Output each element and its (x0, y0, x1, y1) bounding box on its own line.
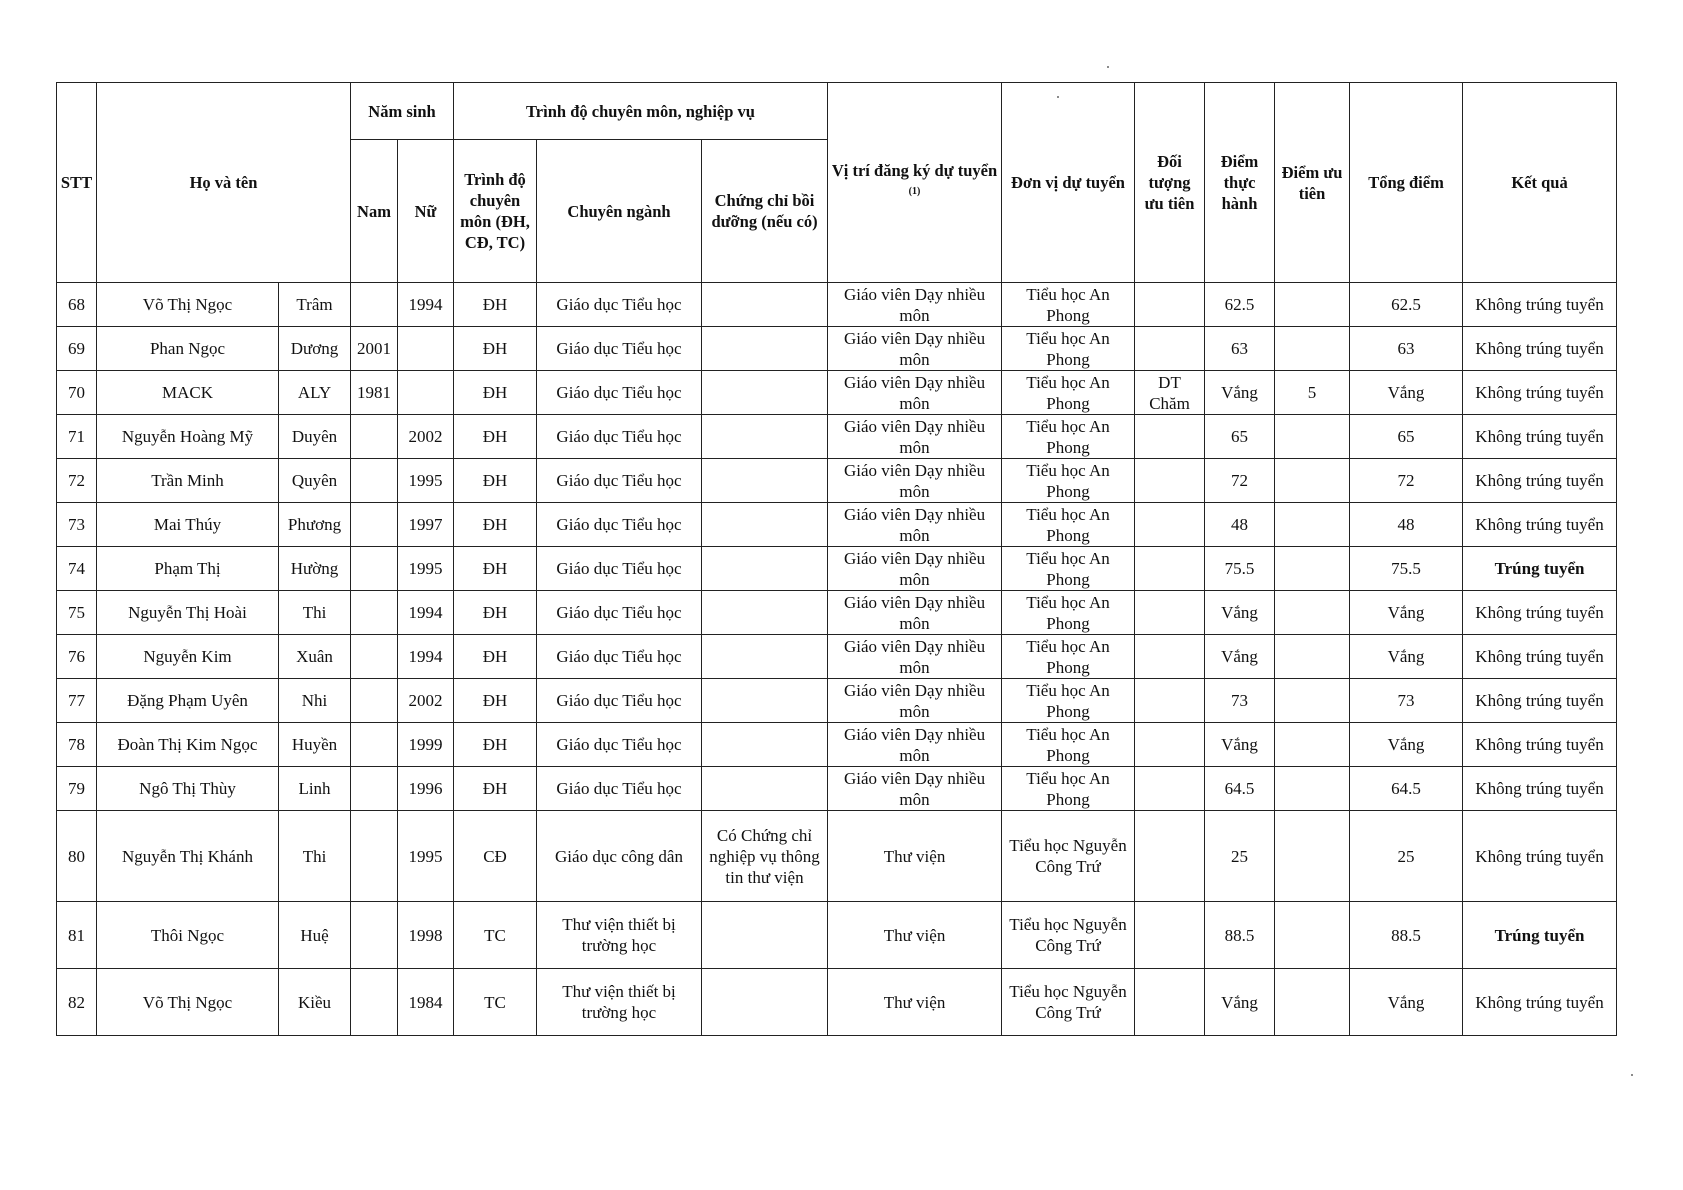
header-row-top (57, 83, 1617, 140)
cell-nam-sinh-nu: 1994 (398, 591, 454, 635)
cell-vi-tri: Giáo viên Dạy nhiều môn (828, 283, 1002, 327)
cell-diem-uu-tien (1275, 723, 1350, 767)
cell-ten: Trâm (279, 283, 351, 327)
cell-chung-chi: Có Chứng chỉ nghiệp vụ thông tin thư viện (702, 811, 828, 902)
cell-stt: 75 (57, 591, 97, 635)
cell-ten: Quyên (279, 459, 351, 503)
cell-tong-diem: 62.5 (1350, 283, 1463, 327)
cell-vi-tri: Giáo viên Dạy nhiều môn (828, 679, 1002, 723)
cell-chung-chi (702, 723, 828, 767)
cell-don-vi: Tiểu học Nguyễn Công Trứ (1002, 969, 1135, 1036)
cell-stt: 74 (57, 547, 97, 591)
cell-tong-diem: 88.5 (1350, 902, 1463, 969)
cell-don-vi: Tiểu học An Phong (1002, 635, 1135, 679)
cell-doi-tuong (1135, 415, 1205, 459)
cell-trinh-do: ĐH (454, 327, 537, 371)
cell-ho-dem: Thôi Ngọc (97, 902, 279, 969)
header-doi-tuong: Đối tượng ưu tiên (1135, 83, 1205, 283)
cell-tong-diem: Vắng (1350, 723, 1463, 767)
cell-stt: 76 (57, 635, 97, 679)
cell-diem-uu-tien (1275, 503, 1350, 547)
table-row (57, 371, 1617, 415)
cell-trinh-do: ĐH (454, 503, 537, 547)
cell-trinh-do: ĐH (454, 547, 537, 591)
header-chuyen-nganh: Chuyên ngành (537, 140, 702, 283)
cell-ten: Linh (279, 767, 351, 811)
cell-diem-uu-tien (1275, 591, 1350, 635)
cell-don-vi: Tiểu học An Phong (1002, 371, 1135, 415)
cell-trinh-do: ĐH (454, 679, 537, 723)
cell-diem-thuc-hanh: Vắng (1205, 723, 1275, 767)
cell-nam-sinh-nam (351, 503, 398, 547)
cell-nam-sinh-nu: 1995 (398, 459, 454, 503)
cell-diem-uu-tien (1275, 679, 1350, 723)
cell-ho-dem: Phạm Thị (97, 547, 279, 591)
cell-chuyen-nganh: Giáo dục Tiểu học (537, 547, 702, 591)
cell-nam-sinh-nu (398, 371, 454, 415)
header-nam: Nam (351, 140, 398, 283)
cell-tong-diem: 63 (1350, 327, 1463, 371)
cell-nam-sinh-nu: 2002 (398, 415, 454, 459)
cell-ket-qua: Không trúng tuyển (1463, 679, 1617, 723)
cell-ten: Huyền (279, 723, 351, 767)
cell-chung-chi (702, 415, 828, 459)
cell-trinh-do: TC (454, 969, 537, 1036)
scan-speck (1631, 1074, 1633, 1076)
cell-doi-tuong (1135, 635, 1205, 679)
cell-diem-uu-tien (1275, 327, 1350, 371)
cell-trinh-do: ĐH (454, 767, 537, 811)
cell-don-vi: Tiểu học An Phong (1002, 723, 1135, 767)
cell-chung-chi (702, 547, 828, 591)
cell-nam-sinh-nu: 1995 (398, 811, 454, 902)
table-row (57, 591, 1617, 635)
cell-don-vi: Tiểu học An Phong (1002, 679, 1135, 723)
cell-doi-tuong (1135, 283, 1205, 327)
cell-ket-qua: Không trúng tuyển (1463, 503, 1617, 547)
cell-diem-uu-tien (1275, 811, 1350, 902)
cell-ho-dem: Đoàn Thị Kim Ngọc (97, 723, 279, 767)
cell-tong-diem: 48 (1350, 503, 1463, 547)
table-row (57, 723, 1617, 767)
cell-ten: Duyên (279, 415, 351, 459)
cell-doi-tuong (1135, 902, 1205, 969)
cell-nam-sinh-nu: 2002 (398, 679, 454, 723)
cell-nam-sinh-nu: 1984 (398, 969, 454, 1036)
cell-ten: Kiều (279, 969, 351, 1036)
cell-doi-tuong (1135, 767, 1205, 811)
cell-diem-thuc-hanh: Vắng (1205, 371, 1275, 415)
cell-ten: Xuân (279, 635, 351, 679)
header-vi-tri (828, 83, 1002, 283)
cell-nam-sinh-nam (351, 723, 398, 767)
table-row (57, 503, 1617, 547)
cell-diem-uu-tien (1275, 902, 1350, 969)
cell-don-vi: Tiểu học An Phong (1002, 327, 1135, 371)
cell-stt: 78 (57, 723, 97, 767)
cell-vi-tri: Giáo viên Dạy nhiều môn (828, 591, 1002, 635)
cell-vi-tri: Thư viện (828, 811, 1002, 902)
cell-doi-tuong (1135, 327, 1205, 371)
cell-chuyen-nganh: Giáo dục Tiểu học (537, 371, 702, 415)
cell-nam-sinh-nam (351, 635, 398, 679)
cell-vi-tri: Giáo viên Dạy nhiều môn (828, 415, 1002, 459)
cell-doi-tuong (1135, 459, 1205, 503)
cell-stt: 73 (57, 503, 97, 547)
cell-doi-tuong (1135, 723, 1205, 767)
cell-chuyen-nganh: Giáo dục Tiểu học (537, 635, 702, 679)
cell-don-vi: Tiểu học An Phong (1002, 283, 1135, 327)
scan-speck (1057, 96, 1059, 98)
cell-diem-thuc-hanh: 88.5 (1205, 902, 1275, 969)
cell-don-vi: Tiểu học An Phong (1002, 591, 1135, 635)
cell-ten: Nhi (279, 679, 351, 723)
cell-diem-uu-tien (1275, 635, 1350, 679)
cell-don-vi: Tiểu học An Phong (1002, 503, 1135, 547)
cell-chung-chi (702, 902, 828, 969)
cell-chuyen-nganh: Giáo dục Tiểu học (537, 723, 702, 767)
cell-chung-chi (702, 679, 828, 723)
cell-nam-sinh-nam (351, 415, 398, 459)
cell-chuyen-nganh: Giáo dục Tiểu học (537, 459, 702, 503)
cell-tong-diem: 64.5 (1350, 767, 1463, 811)
results-table (56, 82, 1617, 1036)
cell-diem-thuc-hanh: 62.5 (1205, 283, 1275, 327)
cell-ten: Dương (279, 327, 351, 371)
header-nu: Nữ (398, 140, 454, 283)
cell-nam-sinh-nam (351, 767, 398, 811)
cell-ket-qua: Không trúng tuyển (1463, 635, 1617, 679)
cell-doi-tuong (1135, 969, 1205, 1036)
cell-ho-dem: Phan Ngọc (97, 327, 279, 371)
cell-nam-sinh-nam (351, 969, 398, 1036)
cell-nam-sinh-nu: 1999 (398, 723, 454, 767)
table-row (57, 547, 1617, 591)
cell-diem-thuc-hanh: 63 (1205, 327, 1275, 371)
cell-nam-sinh-nam (351, 679, 398, 723)
cell-doi-tuong (1135, 547, 1205, 591)
cell-diem-thuc-hanh: 25 (1205, 811, 1275, 902)
cell-nam-sinh-nu (398, 327, 454, 371)
cell-tong-diem: Vắng (1350, 969, 1463, 1036)
cell-diem-uu-tien (1275, 547, 1350, 591)
cell-ten: Thi (279, 591, 351, 635)
cell-stt: 77 (57, 679, 97, 723)
cell-chuyen-nganh: Giáo dục công dân (537, 811, 702, 902)
cell-chung-chi (702, 327, 828, 371)
header-ket-qua: Kết quả (1463, 83, 1617, 283)
cell-trinh-do: TC (454, 902, 537, 969)
cell-don-vi: Tiểu học An Phong (1002, 459, 1135, 503)
table-row (57, 459, 1617, 503)
table-row (57, 415, 1617, 459)
cell-trinh-do: ĐH (454, 635, 537, 679)
cell-tong-diem: 72 (1350, 459, 1463, 503)
cell-chung-chi (702, 459, 828, 503)
cell-vi-tri: Giáo viên Dạy nhiều môn (828, 723, 1002, 767)
cell-nam-sinh-nam (351, 459, 398, 503)
cell-doi-tuong (1135, 679, 1205, 723)
cell-chuyen-nganh: Giáo dục Tiểu học (537, 327, 702, 371)
cell-chuyen-nganh: Thư viện thiết bị trường học (537, 969, 702, 1036)
cell-chung-chi (702, 591, 828, 635)
header-vi-tri-label: Vị trí đăng ký dự tuyển (831, 160, 998, 180)
header-trinh-do-chuyen-mon: Trình độ chuyên môn (ĐH, CĐ, TC) (454, 140, 537, 283)
cell-ho-dem: Nguyễn Thị Khánh (97, 811, 279, 902)
cell-chung-chi (702, 969, 828, 1036)
cell-vi-tri: Thư viện (828, 902, 1002, 969)
cell-diem-thuc-hanh: 65 (1205, 415, 1275, 459)
header-vi-tri-note: (1) (908, 185, 921, 197)
cell-ket-qua: Không trúng tuyển (1463, 969, 1617, 1036)
cell-tong-diem: 65 (1350, 415, 1463, 459)
cell-nam-sinh-nam (351, 811, 398, 902)
cell-ho-dem: Ngô Thị Thùy (97, 767, 279, 811)
cell-ten: Huệ (279, 902, 351, 969)
scan-speck (1107, 66, 1109, 68)
table-row (57, 811, 1617, 902)
cell-tong-diem: 73 (1350, 679, 1463, 723)
cell-diem-thuc-hanh: 64.5 (1205, 767, 1275, 811)
cell-vi-tri: Giáo viên Dạy nhiều môn (828, 547, 1002, 591)
cell-chuyen-nganh: Giáo dục Tiểu học (537, 767, 702, 811)
cell-nam-sinh-nu: 1994 (398, 283, 454, 327)
cell-don-vi: Tiểu học An Phong (1002, 767, 1135, 811)
cell-trinh-do: ĐH (454, 723, 537, 767)
cell-stt: 70 (57, 371, 97, 415)
cell-ket-qua: Không trúng tuyển (1463, 459, 1617, 503)
cell-ket-qua: Không trúng tuyển (1463, 723, 1617, 767)
table-row (57, 902, 1617, 969)
cell-vi-tri: Giáo viên Dạy nhiều môn (828, 371, 1002, 415)
cell-diem-uu-tien: 5 (1275, 371, 1350, 415)
cell-doi-tuong (1135, 811, 1205, 902)
cell-tong-diem: Vắng (1350, 635, 1463, 679)
cell-ho-dem: Mai Thúy (97, 503, 279, 547)
cell-ho-dem: Võ Thị Ngọc (97, 283, 279, 327)
cell-chuyen-nganh: Giáo dục Tiểu học (537, 679, 702, 723)
cell-tong-diem: 25 (1350, 811, 1463, 902)
table-row (57, 635, 1617, 679)
cell-stt: 72 (57, 459, 97, 503)
cell-diem-uu-tien (1275, 459, 1350, 503)
cell-trinh-do: ĐH (454, 459, 537, 503)
cell-nam-sinh-nu: 1994 (398, 635, 454, 679)
cell-vi-tri: Giáo viên Dạy nhiều môn (828, 327, 1002, 371)
cell-nam-sinh-nam (351, 547, 398, 591)
header-ho-va-ten: Họ và tên (97, 83, 351, 283)
cell-chuyen-nganh: Giáo dục Tiểu học (537, 503, 702, 547)
cell-ket-qua: Trúng tuyển (1463, 547, 1617, 591)
cell-ho-dem: Nguyễn Hoàng Mỹ (97, 415, 279, 459)
header-diem-thuc-hanh: Điểm thực hành (1205, 83, 1275, 283)
cell-diem-thuc-hanh: 73 (1205, 679, 1275, 723)
cell-stt: 82 (57, 969, 97, 1036)
cell-chung-chi (702, 767, 828, 811)
cell-stt: 79 (57, 767, 97, 811)
cell-stt: 80 (57, 811, 97, 902)
cell-ket-qua: Không trúng tuyển (1463, 327, 1617, 371)
cell-don-vi: Tiểu học Nguyễn Công Trứ (1002, 811, 1135, 902)
header-don-vi: Đơn vị dự tuyển (1002, 83, 1135, 283)
cell-chung-chi (702, 371, 828, 415)
table-row (57, 969, 1617, 1036)
cell-stt: 68 (57, 283, 97, 327)
cell-stt: 71 (57, 415, 97, 459)
cell-ho-dem: Võ Thị Ngọc (97, 969, 279, 1036)
cell-vi-tri: Giáo viên Dạy nhiều môn (828, 767, 1002, 811)
cell-don-vi: Tiểu học An Phong (1002, 415, 1135, 459)
cell-ket-qua: Không trúng tuyển (1463, 591, 1617, 635)
cell-diem-thuc-hanh: Vắng (1205, 591, 1275, 635)
cell-tong-diem: 75.5 (1350, 547, 1463, 591)
header-tong-diem: Tổng điểm (1350, 83, 1463, 283)
cell-diem-thuc-hanh: 75.5 (1205, 547, 1275, 591)
cell-nam-sinh-nu: 1997 (398, 503, 454, 547)
cell-trinh-do: CĐ (454, 811, 537, 902)
cell-vi-tri: Thư viện (828, 969, 1002, 1036)
header-diem-uu-tien: Điểm ưu tiên (1275, 83, 1350, 283)
cell-ho-dem: Nguyễn Kim (97, 635, 279, 679)
cell-ten: Thi (279, 811, 351, 902)
cell-don-vi: Tiểu học An Phong (1002, 547, 1135, 591)
cell-tong-diem: Vắng (1350, 591, 1463, 635)
table-row (57, 283, 1617, 327)
cell-ket-qua: Không trúng tuyển (1463, 283, 1617, 327)
cell-nam-sinh-nu: 1996 (398, 767, 454, 811)
cell-trinh-do: ĐH (454, 591, 537, 635)
cell-diem-thuc-hanh: Vắng (1205, 969, 1275, 1036)
cell-chung-chi (702, 283, 828, 327)
cell-ten: Hường (279, 547, 351, 591)
header-nam-sinh: Năm sinh (351, 83, 454, 140)
cell-chung-chi (702, 635, 828, 679)
cell-diem-thuc-hanh: 72 (1205, 459, 1275, 503)
cell-diem-uu-tien (1275, 283, 1350, 327)
cell-chuyen-nganh: Giáo dục Tiểu học (537, 591, 702, 635)
cell-diem-thuc-hanh: Vắng (1205, 635, 1275, 679)
cell-nam-sinh-nam (351, 283, 398, 327)
cell-ho-dem: Nguyễn Thị Hoài (97, 591, 279, 635)
cell-ho-dem: MACK (97, 371, 279, 415)
cell-trinh-do: ĐH (454, 371, 537, 415)
cell-ten: ALY (279, 371, 351, 415)
cell-nam-sinh-nam (351, 591, 398, 635)
cell-chuyen-nganh: Thư viện thiết bị trường học (537, 902, 702, 969)
cell-nam-sinh-nam: 1981 (351, 371, 398, 415)
cell-doi-tuong: DT Chăm (1135, 371, 1205, 415)
cell-don-vi: Tiểu học Nguyễn Công Trứ (1002, 902, 1135, 969)
cell-ho-dem: Trần Minh (97, 459, 279, 503)
cell-chuyen-nganh: Giáo dục Tiểu học (537, 283, 702, 327)
cell-ket-qua: Không trúng tuyển (1463, 811, 1617, 902)
cell-chuyen-nganh: Giáo dục Tiểu học (537, 415, 702, 459)
table-row (57, 327, 1617, 371)
cell-diem-uu-tien (1275, 969, 1350, 1036)
header-chung-chi: Chứng chỉ bồi dưỡng (nếu có) (702, 140, 828, 283)
cell-doi-tuong (1135, 591, 1205, 635)
cell-trinh-do: ĐH (454, 283, 537, 327)
cell-vi-tri: Giáo viên Dạy nhiều môn (828, 503, 1002, 547)
cell-ket-qua: Không trúng tuyển (1463, 767, 1617, 811)
cell-stt: 81 (57, 902, 97, 969)
cell-ten: Phương (279, 503, 351, 547)
header-trinh-do-group: Trình độ chuyên môn, nghiệp vụ (454, 83, 828, 140)
cell-nam-sinh-nu: 1998 (398, 902, 454, 969)
cell-ho-dem: Đặng Phạm Uyên (97, 679, 279, 723)
table-row (57, 679, 1617, 723)
cell-diem-uu-tien (1275, 415, 1350, 459)
cell-nam-sinh-nam: 2001 (351, 327, 398, 371)
cell-nam-sinh-nam (351, 902, 398, 969)
cell-trinh-do: ĐH (454, 415, 537, 459)
cell-ket-qua: Không trúng tuyển (1463, 371, 1617, 415)
cell-ket-qua: Không trúng tuyển (1463, 415, 1617, 459)
cell-doi-tuong (1135, 503, 1205, 547)
cell-ket-qua: Trúng tuyển (1463, 902, 1617, 969)
table-row (57, 767, 1617, 811)
cell-diem-thuc-hanh: 48 (1205, 503, 1275, 547)
cell-diem-uu-tien (1275, 767, 1350, 811)
header-stt: STT (57, 83, 97, 283)
cell-tong-diem: Vắng (1350, 371, 1463, 415)
cell-nam-sinh-nu: 1995 (398, 547, 454, 591)
cell-vi-tri: Giáo viên Dạy nhiều môn (828, 635, 1002, 679)
cell-stt: 69 (57, 327, 97, 371)
cell-vi-tri: Giáo viên Dạy nhiều môn (828, 459, 1002, 503)
cell-chung-chi (702, 503, 828, 547)
